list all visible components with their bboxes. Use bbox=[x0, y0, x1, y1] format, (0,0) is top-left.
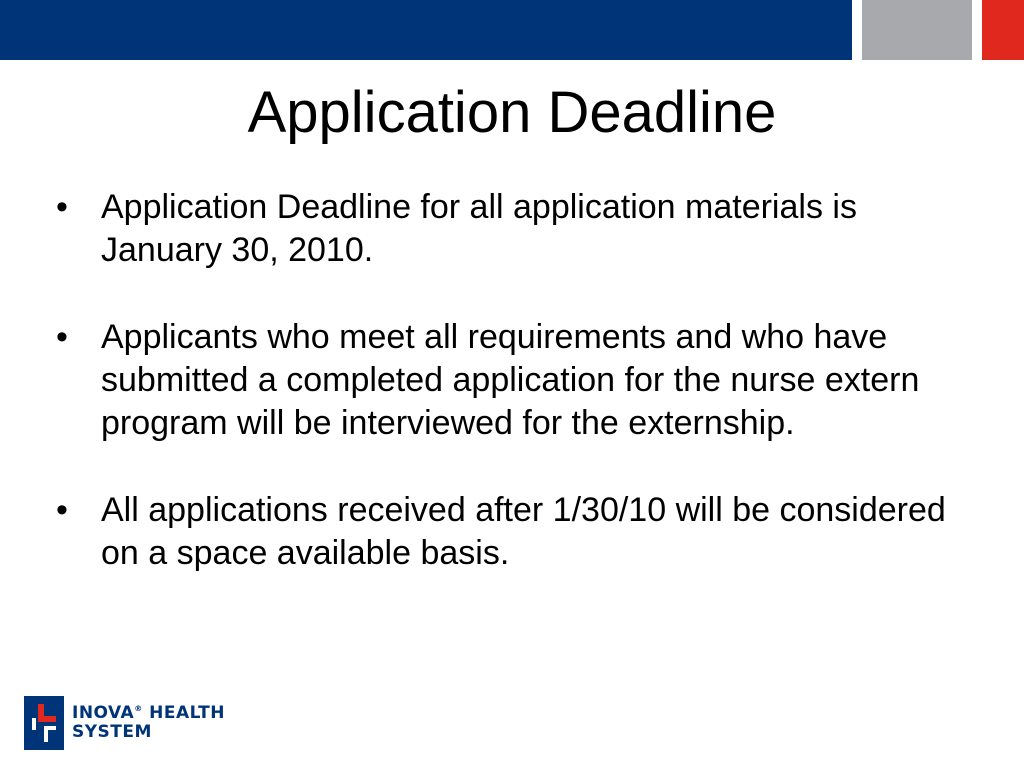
bullet-marker: • bbox=[56, 318, 68, 356]
logo-line-1: INOVA® HEALTH bbox=[72, 703, 225, 723]
slide-title: Application Deadline bbox=[247, 80, 777, 145]
inova-cross-icon bbox=[24, 696, 64, 750]
bullet-marker: • bbox=[56, 491, 68, 529]
bullet-list bbox=[56, 186, 956, 619]
inova-logo bbox=[24, 696, 225, 750]
header-bar-blue bbox=[0, 0, 852, 60]
header-bar-red bbox=[982, 0, 1024, 60]
bullet-text: All applications received after 1/30/10 will be considered on a space available basis. bbox=[101, 491, 946, 572]
header-bar-gray bbox=[862, 0, 972, 60]
bullet-marker: • bbox=[56, 188, 68, 226]
bullet-item bbox=[56, 316, 956, 445]
bullet-text: Applicants who meet all requirements and who have submitted a completed application for the nurse extern program will be interviewed for the externship. bbox=[101, 318, 920, 442]
header-color-bar bbox=[0, 0, 1024, 60]
logo-wordmark bbox=[72, 704, 225, 742]
bullet-item bbox=[56, 489, 956, 575]
logo-line-2: SYSTEM bbox=[72, 722, 152, 742]
bullet-text: Application Deadline for all application materials is January 30, 2010. bbox=[101, 188, 857, 269]
bullet-item bbox=[56, 186, 956, 272]
